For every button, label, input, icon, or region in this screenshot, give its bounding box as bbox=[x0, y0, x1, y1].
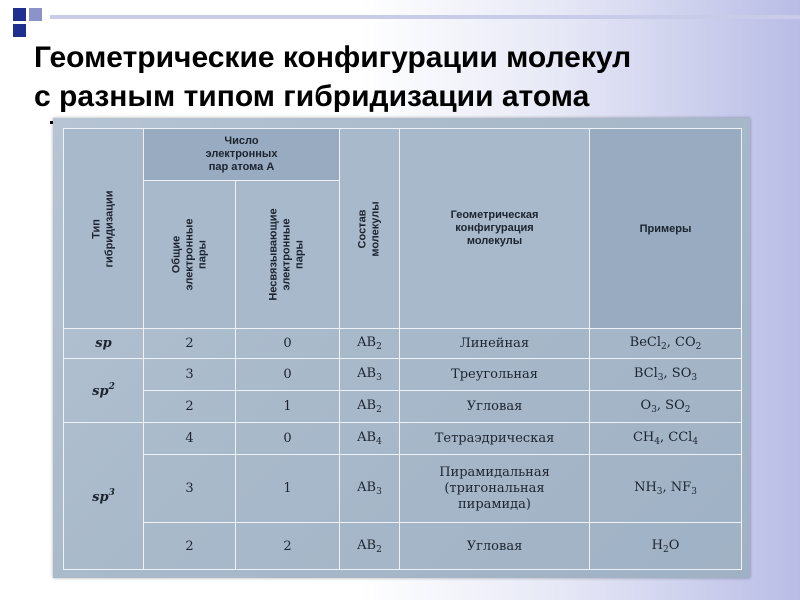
cell-composition bbox=[340, 359, 400, 391]
cell-lone: 0 bbox=[236, 329, 340, 359]
cell-examples bbox=[590, 391, 742, 423]
comp-text: AB bbox=[357, 366, 377, 381]
cell-geometry: Угловая bbox=[400, 391, 590, 423]
ex-text: , SO bbox=[663, 366, 692, 381]
decor-square-dark bbox=[13, 8, 26, 21]
comp-text: AB bbox=[357, 335, 377, 350]
cell-composition bbox=[340, 423, 400, 455]
hyb-sup: 3 bbox=[108, 487, 115, 498]
header-common-pairs-text: Общие электронные пары bbox=[170, 218, 208, 291]
ex-text: , SO bbox=[656, 398, 685, 413]
header-hybridization-text: Тип гибридизации bbox=[90, 189, 116, 268]
ex-text: NH bbox=[634, 480, 657, 495]
cell-lone: 1 bbox=[236, 455, 340, 523]
ex-text: , NF bbox=[662, 480, 692, 495]
ex-sub: 3 bbox=[691, 487, 697, 497]
cell-geometry bbox=[400, 455, 590, 523]
decor-square-dark-2 bbox=[13, 24, 26, 37]
ex-text: H bbox=[651, 537, 663, 553]
comp-text: AB bbox=[357, 537, 377, 553]
cell-common: 2 bbox=[144, 391, 236, 423]
header-common-pairs bbox=[144, 181, 236, 329]
header-lone-pairs-text: Несвязывающие электронные пары bbox=[267, 208, 306, 301]
comp-sub: 2 bbox=[376, 342, 382, 352]
cell-examples bbox=[590, 423, 742, 455]
comp-text: AB bbox=[357, 480, 377, 495]
ex-sub: 3 bbox=[656, 487, 663, 497]
header-electron-pairs bbox=[144, 129, 340, 181]
comp-text: AB bbox=[357, 398, 377, 413]
slide-title-line1: Геометрические конфигурации молекул bbox=[34, 41, 632, 74]
ex-sub: 2 bbox=[684, 405, 691, 415]
cell-geometry: Угловая bbox=[400, 523, 590, 570]
ex-text: BCl bbox=[633, 366, 658, 381]
ex-text: , CCl bbox=[659, 430, 693, 445]
cell-examples bbox=[590, 359, 742, 391]
table-photo bbox=[53, 118, 750, 578]
cell-geometry: Тетраэдрическая bbox=[400, 423, 590, 455]
header-electron-pairs-text: Число электронных пар атома А bbox=[205, 135, 278, 173]
cell-common: 3 bbox=[144, 455, 236, 523]
ex-text: BeCl bbox=[629, 335, 661, 350]
comp-sub: 3 bbox=[376, 487, 382, 497]
ex-sub: 2 bbox=[695, 342, 702, 352]
cell-composition bbox=[340, 329, 400, 359]
header-hybridization bbox=[64, 129, 144, 329]
ex-text: , CO bbox=[666, 335, 696, 350]
ex-text: CH bbox=[632, 430, 655, 445]
header-geometry-text: Геометрическая конфигурация молекулы bbox=[450, 209, 539, 247]
hybridization-table bbox=[63, 128, 742, 570]
ex-text: O bbox=[668, 537, 680, 553]
ex-sub: 2 bbox=[661, 342, 667, 352]
hyb-sup: 2 bbox=[108, 382, 115, 392]
cell-common: 4 bbox=[144, 423, 236, 455]
cell-geometry: Линейная bbox=[400, 329, 590, 359]
cell-lone: 0 bbox=[236, 359, 340, 391]
ex-sub: 3 bbox=[691, 373, 698, 383]
cell-hybridization bbox=[64, 359, 144, 423]
comp-text: AB bbox=[357, 430, 377, 445]
cell-examples bbox=[590, 523, 742, 570]
cell-geometry: Треугольная bbox=[400, 359, 590, 391]
table-row bbox=[64, 455, 742, 523]
hyb-text: sp bbox=[92, 489, 109, 505]
table-row bbox=[64, 391, 742, 423]
comp-sub: 2 bbox=[376, 405, 382, 415]
cell-hybridization bbox=[64, 329, 144, 359]
ex-text: O bbox=[640, 398, 652, 413]
hyb-text: sp bbox=[92, 384, 109, 399]
header-bar bbox=[50, 15, 800, 19]
hyb-text: sp bbox=[95, 336, 112, 351]
header-geometry bbox=[400, 129, 590, 329]
table-row bbox=[64, 329, 742, 359]
slide-title bbox=[34, 38, 774, 116]
cell-lone: 1 bbox=[236, 391, 340, 423]
table-row bbox=[64, 359, 742, 391]
geometry-text: Пирамидальная (тригональная пирамида) bbox=[439, 464, 550, 512]
ex-sub: 3 bbox=[657, 373, 664, 383]
cell-examples bbox=[590, 329, 742, 359]
comp-sub: 2 bbox=[376, 544, 382, 555]
table-row bbox=[64, 423, 742, 455]
ex-sub: 2 bbox=[662, 544, 669, 555]
slide-title-line2: с разным типом гибридизации атома bbox=[34, 80, 590, 113]
header-composition-text: Состав молекулы bbox=[356, 200, 382, 257]
comp-sub: 4 bbox=[376, 437, 382, 447]
header-lone-pairs bbox=[236, 181, 340, 329]
cell-lone: 0 bbox=[236, 423, 340, 455]
table-row bbox=[64, 523, 742, 570]
cell-composition bbox=[340, 391, 400, 423]
ex-sub: 4 bbox=[692, 437, 699, 447]
cell-examples bbox=[590, 455, 742, 523]
cell-common: 2 bbox=[144, 329, 236, 359]
comp-sub: 3 bbox=[376, 373, 382, 383]
ex-sub: 4 bbox=[654, 437, 660, 447]
cell-hybridization bbox=[64, 423, 144, 570]
ex-sub: 3 bbox=[651, 405, 657, 415]
header-examples-text: Примеры bbox=[639, 222, 692, 235]
cell-common: 2 bbox=[144, 523, 236, 570]
decor-square-light bbox=[29, 8, 42, 21]
header-examples bbox=[590, 129, 742, 329]
cell-composition bbox=[340, 455, 400, 523]
cell-composition bbox=[340, 523, 400, 570]
header-composition bbox=[340, 129, 400, 329]
cell-lone: 2 bbox=[236, 523, 340, 570]
cell-common: 3 bbox=[144, 359, 236, 391]
